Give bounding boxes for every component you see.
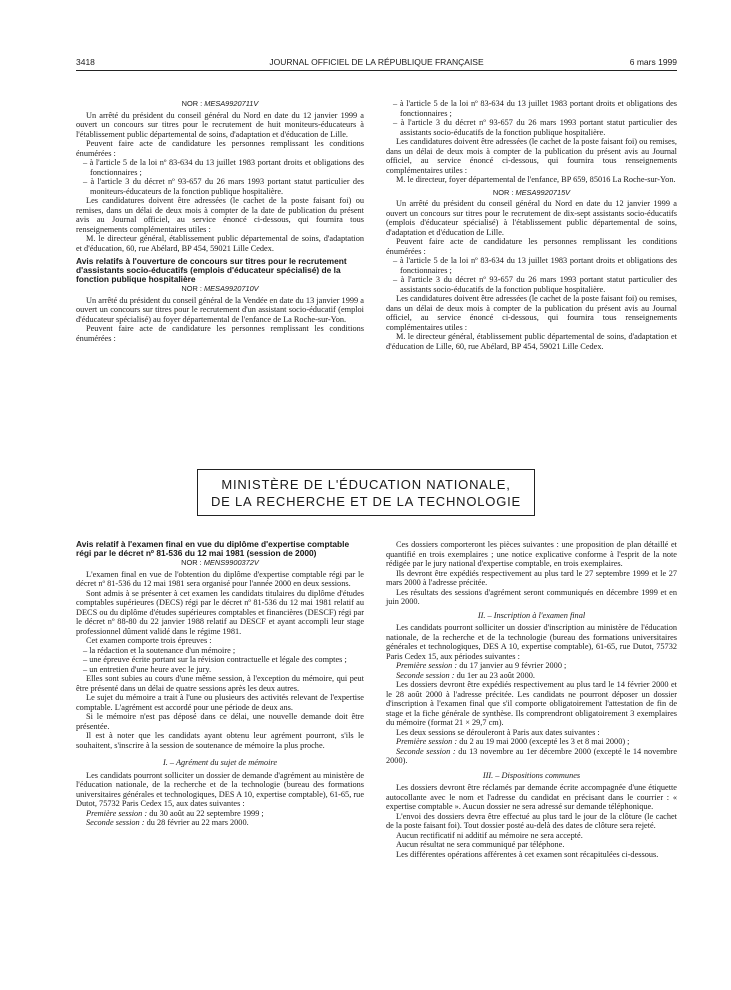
paragraph: Ils devront être expédiés respectivement au plus tard le 27 septembre 1999 et le 27 mars 2000 à l'adresse précitée.	[386, 568, 677, 587]
paragraph: Un arrêté du président du conseil général du Nord en date du 12 janvier 1999 a ouvert un concours sur titres pour le recrutement de huit moniteurs-éducateurs à l'établissement public départemental de soins, d'adaptation et d'éducation de Lille.	[76, 110, 364, 139]
journal-title: JOURNAL OFFICIEL DE LA RÉPUBLIQUE FRANÇAISE	[269, 57, 484, 67]
paragraph: Un arrêté du président du conseil général de la Vendée en date du 13 janvier 1999 a ouvert un concours sur titres pour le recrutement d'un assistant socio-éducatif (emploi d'éducateur spécialisé) au foyer départemental de l'enfance de La Roche-sur-Yon.	[76, 295, 364, 324]
page-header	[76, 57, 677, 67]
section-heading: II. – Inscription à l'examen final	[477, 610, 586, 620]
top-left-column	[76, 99, 364, 343]
paragraph: Les candidatures doivent être adressées (le cachet de la poste faisant foi) ou remises, dans un délai de deux mois à compter de la publication du présent avis au Journal officiel, au service énoncé ci-dessous, qui fournira tous renseignements complémentaires utiles :	[386, 294, 677, 332]
paragraph: Ces dossiers comporteront les pièces suivantes : une proposition de plan détaillé et quantifié en trois exemplaires ; une notice explicative conforme à l'esprit de la note rédigée par le jury national d'expertise comptable, en trois exemplaires.	[386, 540, 677, 568]
list-item: – à l'article 3 du décret nº 93-657 du 26 mars 1993 portant statut particulier des assistants socio-éducatifs de la fonction publique hospitalière.	[393, 275, 677, 294]
conditions-list	[386, 99, 677, 137]
ministry-heading-box	[197, 469, 535, 516]
notice-heading: Avis relatifs à l'ouverture de concours sur titres pour le recrutement d'assistants socio-éducatifs (emplois d'éducateur spécialisé) de la fonction publique hospitalière	[76, 256, 347, 284]
issue-date: 6 mars 1999	[629, 57, 677, 67]
session-line: Première session : du 17 janvier au 9 février 2000 ;	[396, 661, 567, 670]
paragraph: Les dossiers devront être réclamés par demande écrite accompagnée d'une étiquette autocollante avec le nom et l'adresse du candidat en précisant dans le courrier : « expertise comptable ». Aucun dossier ne sera adressé sur demande téléphonique.	[386, 783, 677, 811]
session-line: Seconde session : du 13 novembre au 1er décembre 2000 (excepté le 14 novembre 2000).	[386, 746, 678, 765]
paragraph: Les candidatures doivent être adressées (le cachet de la poste faisant foi) ou remises, dans un délai de deux mois à compter de la date de publication du présent avis au Journal officiel, au service énoncé ci-dessous, qui fournira tous renseignements complémentaires utiles :	[76, 196, 364, 234]
paragraph: Les dossiers devront être expédiés respectivement au plus tard le 14 février 2000 et le 28 août 2000 à l'adresse précitée. Les candidats ne pourront déposer un dossier d'inscription à l'examen final que s'il comporte obligatoirement l'attestation de fin de stage et la fiche générale de synthèse. Ils comprendront obligatoirement 3 exemplaires du mémoire (format 21 × 29,7 cm).	[386, 680, 677, 727]
paragraph: Il est à noter que les candidats ayant obtenu leur agrément pourront, s'ils le souhaitent, s'inscrire à la session de soutenance de mémoire la plus proche.	[76, 731, 364, 750]
page-number: 3418	[76, 57, 95, 67]
list-item: – une épreuve écrite portant sur la révision contractuelle et légale des comptes ;	[83, 655, 347, 664]
nor-reference: NOR : MESA9920711V	[181, 99, 259, 108]
top-right-column	[386, 99, 677, 351]
paragraph: Les candidatures doivent être adressées (le cachet de la poste faisant foi) ou remises, dans un délai de deux mois à compter de la publication du présent avis au Journal officiel, au service énoncé ci-dessous, qui fournira tous renseignements complémentaires utiles :	[386, 137, 677, 175]
paragraph: Les candidats pourront solliciter un dossier d'inscription au ministère de l'éducation nationale, de la recherche et de la technologie (bureau des formations universitaires générales et technologiques, DES A 10, expertise comptable), 61-65, rue Dutot, 75732 Paris Cedex 15, aux périodes suivantes :	[386, 623, 677, 661]
paragraph: Peuvent faire acte de candidature les personnes remplissant les conditions énumérées :	[76, 324, 364, 343]
paragraph: M. le directeur général, établissement public départemental de soins, d'adaptation et d'éducation de Lille, 60, rue Abélard, BP 454, 59021 Lille Cedex.	[386, 332, 677, 351]
nor-reference: NOR : MESA9920715V	[492, 187, 571, 197]
paragraph: Les candidats pourront solliciter un dossier de demande d'agrément au ministère de l'éducation nationale, de la recherche et de la technologie (bureau des formations universitaires générales et technologiques, DES A 10, expertise comptable), 61-65, rue Dutot, 75732 Paris Cedex 15, aux dates suivantes :	[76, 770, 364, 808]
paragraph: Peuvent faire acte de candidature les personnes remplissant les conditions énumérées :	[76, 139, 364, 158]
paragraph: Les deux sessions se dérouleront à Paris aux dates suivantes :	[396, 727, 600, 737]
list-item: – la rédaction et la soutenance d'un mémoire ;	[83, 645, 236, 655]
paragraph: Aucun résultat ne sera communiqué par téléphone.	[396, 840, 565, 849]
list-item: – à l'article 5 de la loi nº 83-634 du 13 juillet 1983 portant droits et obligations des fonctionnaires ;	[393, 256, 677, 275]
paragraph: M. le directeur général, établissement public départemental de soins, d'adaptation et d'éducation, 60, rue Abélard, BP 454, 59021 Lille Cedex.	[76, 234, 364, 253]
bottom-right-column	[386, 540, 677, 859]
paragraph: Peuvent faire acte de candidature les personnes remplissant les conditions énumérées :	[386, 237, 677, 256]
nor-reference: NOR : MESA9920710V	[181, 284, 259, 293]
section-heading: III. – Dispositions communes	[482, 770, 581, 780]
ministry-line-2: DE LA RECHERCHE ET DE LA TECHNOLOGIE	[210, 494, 522, 509]
list-item: – à l'article 3 du décret nº 93-657 du 26 mars 1993 portant statut particulier des assistants socio-éducatifs de la fonction publique hospitalière.	[393, 118, 677, 137]
list-item: – un entretien d'une heure avec le jury.	[83, 664, 212, 674]
paragraph: Cet examen comporte trois épreuves :	[86, 636, 212, 645]
nor-reference: NOR : MENS9900372V	[181, 558, 259, 567]
exam-parts-list	[76, 646, 364, 675]
conditions-list	[386, 256, 677, 294]
paragraph: Elles sont subies au cours d'une même session, à l'exception du mémoire, qui peut être présenté dans un délai de quatre sessions après les deux autres.	[76, 674, 364, 693]
bottom-left-column	[76, 540, 364, 828]
list-item: – à l'article 3 du décret nº 93-657 du 26 mars 1993 portant statut particulier des moniteurs-éducateurs de la fonction publique hospitalière.	[83, 177, 364, 196]
paragraph: L'envoi des dossiers devra être effectué au plus tard le jour de la clôture (le cachet de la poste faisant foi). Tout dossier posté au-delà des dates de clôture sera rejeté.	[386, 811, 677, 830]
paragraph: Sont admis à se présenter à cet examen les candidats titulaires du diplôme d'études comptables supérieures (DECS) régi par le décret nº 81-536 du 12 mai 1981 relatif au DECS ou du diplôme d'études supérieures comptables et financières (DESCF) régi par le décret nº 88-80 du 22 janvier 1988 relatif au DESCF et ayant accompli leur stage professionnel dûment validé dans le régime 1981.	[76, 588, 364, 636]
session-line: Seconde session : du 1er au 23 août 2000.	[396, 670, 535, 680]
paragraph: L'examen final en vue de l'obtention du diplôme d'expertise comptable régi par le décret nº 81-536 du 12 mai 1981 sera organisé pour l'année 2000 en deux sessions.	[76, 569, 364, 588]
paragraph: Aucun rectificatif ni additif au mémoire ne sera accepté.	[396, 830, 583, 840]
notice-heading: Avis relatif à l'examen final en vue du diplôme d'expertise comptable régi par le décret nº 81-536 du 12 mai 1981 (session de 2000)	[76, 539, 350, 558]
conditions-list	[76, 158, 364, 196]
paragraph: Les différentes opérations afférentes à cet examen sont récapitulées ci-dessous.	[396, 849, 659, 859]
list-item: – à l'article 5 de la loi nº 83-634 du 13 juillet 1983 portant droits et obligations des fonctionnaires ;	[393, 99, 677, 118]
paragraph: Un arrêté du président du conseil général du Nord en date du 12 janvier 1999 a ouvert un concours sur titres pour le recrutement de dix-sept assistants socio-éducatifs (emplois d'éducateur spécialisé) à l'établissement public départemental de soins, d'adaptation et d'éducation de Lille.	[386, 199, 677, 237]
paragraph: Les résultats des sessions d'agrément seront communiqués en décembre 1999 et en juin 2000.	[386, 587, 677, 606]
paragraph: M. le directeur, foyer départemental de l'enfance, BP 659, 85016 La Roche-sur-Yon.	[396, 175, 676, 184]
ministry-line-1: MINISTÈRE DE L'ÉDUCATION NATIONALE,	[221, 477, 511, 492]
paragraph: Le sujet du mémoire a trait à l'une ou plusieurs des activités relevant de l'expertise comptable. L'agrément est accordé pour une période de deux ans.	[76, 693, 364, 712]
header-rule	[76, 70, 677, 71]
paragraph: Si le mémoire n'est pas déposé dans ce délai, une nouvelle demande doit être présentée.	[76, 712, 364, 731]
section-heading: I. – Agrément du sujet de mémoire	[162, 758, 278, 767]
session-line: Seconde session : du 28 février au 22 mars 2000.	[86, 818, 249, 827]
session-line: Première session : du 30 août au 22 septembre 1999 ;	[86, 808, 264, 818]
list-item: – à l'article 5 de la loi nº 83-634 du 13 juillet 1983 portant droits et obligations des fonctionnaires ;	[83, 158, 364, 177]
session-line: Première session : du 2 au 19 mai 2000 (excepté les 3 et 8 mai 2000) ;	[396, 737, 630, 746]
